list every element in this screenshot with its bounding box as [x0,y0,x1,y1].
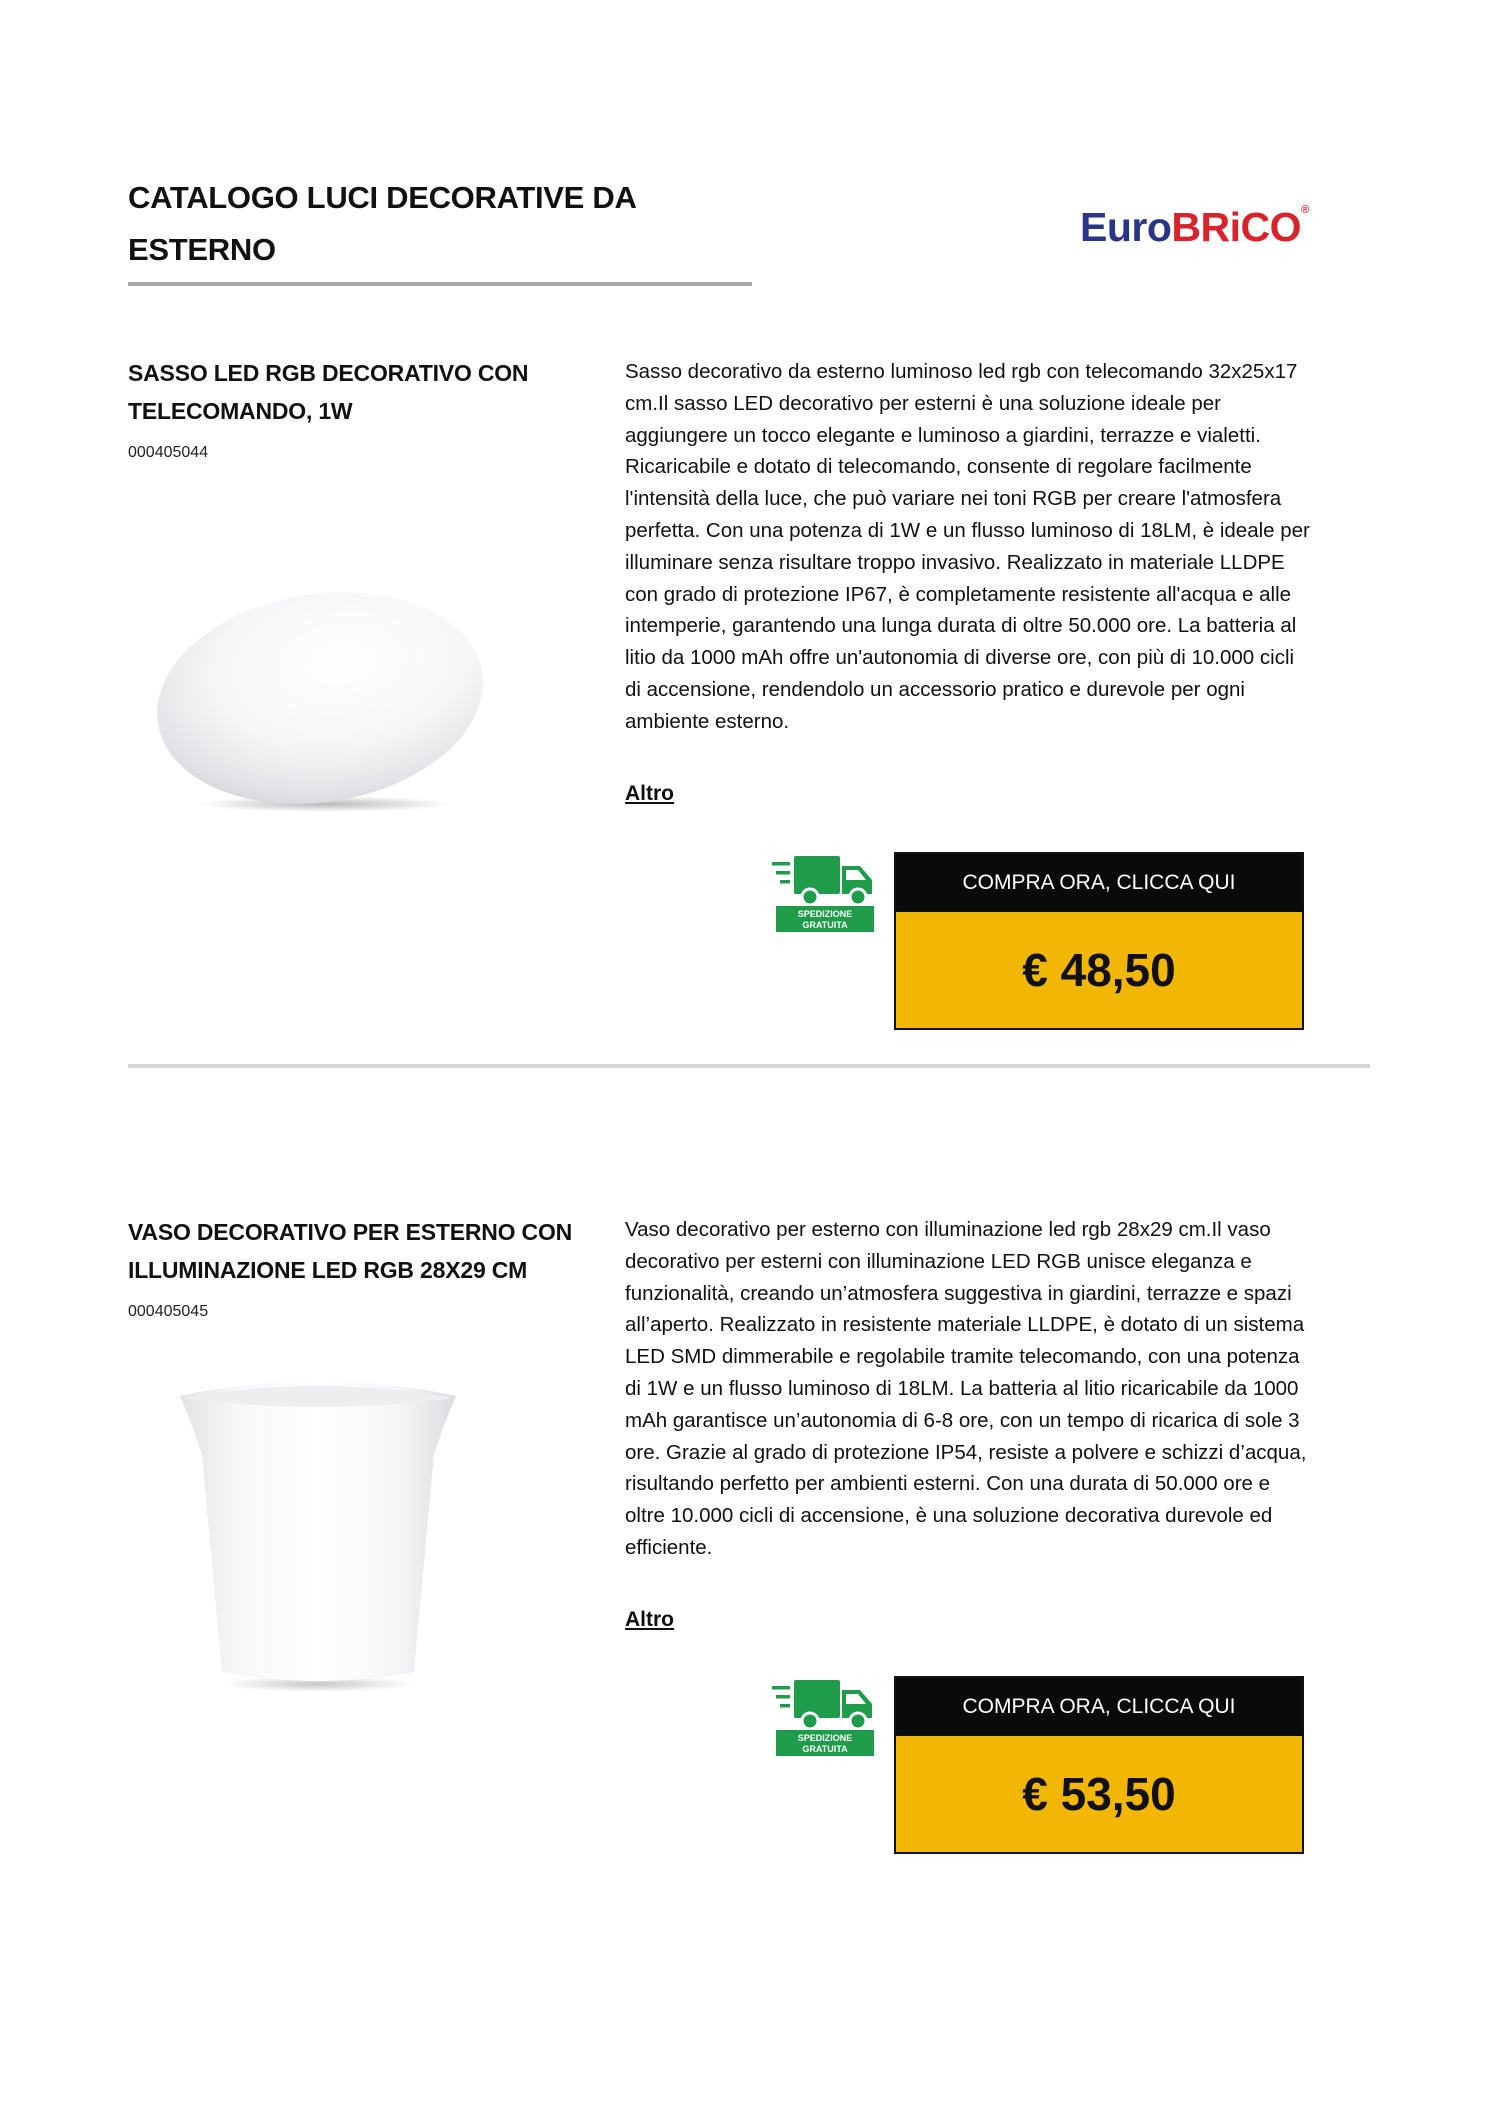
product-price: € 53,50 [1022,1768,1176,1820]
more-link[interactable]: Altro [625,782,674,805]
catalog-title [128,172,748,276]
product-code: 000405045 [128,1303,209,1320]
logo-text-euro: Euro [1080,204,1172,250]
product-description: Vaso decorativo per esterno con illuminazione led rgb 28x29 cm.Il vaso decorativo per esterni con illuminazione LED RGB unisce eleganza e funzionalità, creando un’atmosfera suggestiva in giardini, terrazze e spazi all’aperto. Realizzato in resistente materiale LLDPE, è dotato di un sistema LED SMD dimmerabile e regolabile tramite telecomando, con una potenza di 1W e un flusso luminoso di 18LM. La batteria al litio ricaricabile da 1000 mAh garantisce un’autonomia di 6-8 ore, con un tempo di ricarica di sole 3 ore. Grazie al grado di protezione IP54, resiste a polvere e schizzi d’acqua, risultando perfetto per ambienti esterni. Con una durata di 50.000 ore e oltre 10.000 cicli di accensione, è una soluzione decorativa durevole ed efficiente. [625,1218,1307,1559]
free-shipping-badge [772,1680,882,1756]
product-name-line1: VASO DECORATIVO PER ESTERNO CON [128,1219,573,1245]
buy-now-button[interactable] [894,1676,1304,1854]
product-price: € 48,50 [1022,944,1176,996]
eurobrico-logo [1080,204,1309,251]
buy-now-label: COMPRA ORA, CLICCA QUI [896,1678,1302,1736]
product-name [128,354,628,430]
product-separator [128,1064,1370,1068]
buy-now-label: COMPRA ORA, CLICCA QUI [896,854,1302,912]
product-name [128,1213,648,1289]
product-image-led-vase [168,1372,468,1697]
product-description: Sasso decorativo da esterno luminoso led rgb con telecomando 32x25x17 cm.Il sasso LED decorativo per esterni è una soluzione ideale per aggiungere un tocco elegante e luminoso a giardini, terrazze e vialetti. Ricaricabile e dotato di telecomando, consente di regolare facilmente l'intensità della luce, che può variare nei toni RGB per creare l'atmosfera perfetta. Con una potenza di 1W e un flusso luminoso di 18LM, è ideale per illuminare senza risultare troppo invasivo. Realizzato in materiale LLDPE con grado di protezione IP67, è completamente resistente all'acqua e alle intemperie, garantendo una lunga durata di oltre 50.000 ore. La batteria al litio da 1000 mAh offre un'autonomia di diverse ore, con più di 10.000 cicli di accensione, rendendolo un accessorio pratico e durevole per ogni ambiente esterno. [625,360,1310,733]
logo-registered-mark: ® [1301,204,1309,216]
buy-now-button[interactable] [894,852,1304,1030]
delivery-truck-icon [772,1680,872,1729]
shipping-badge-line1: SPEDIZIONE [797,909,853,919]
product-name-line2: ILLUMINAZIONE LED RGB 28X29 CM [128,1257,528,1283]
logo-text-brico: BRiCO [1171,204,1302,250]
more-link[interactable]: Altro [625,1608,674,1631]
title-underline [128,282,752,286]
product-name-line2: TELECOMANDO, 1W [128,398,353,424]
catalog-title-line2: ESTERNO [128,232,276,267]
catalog-title-line1: CATALOGO LUCI DECORATIVE DA [128,180,637,215]
free-shipping-badge [772,856,882,932]
delivery-truck-icon [772,856,872,905]
product-image-led-stone [150,578,500,818]
product-code: 000405044 [128,444,209,461]
shipping-badge-line2: GRATUITA [802,1744,848,1754]
shipping-badge-line2: GRATUITA [802,920,848,930]
product-name-line1: SASSO LED RGB DECORATIVO CON [128,360,529,386]
shipping-badge-line1: SPEDIZIONE [797,1733,853,1743]
